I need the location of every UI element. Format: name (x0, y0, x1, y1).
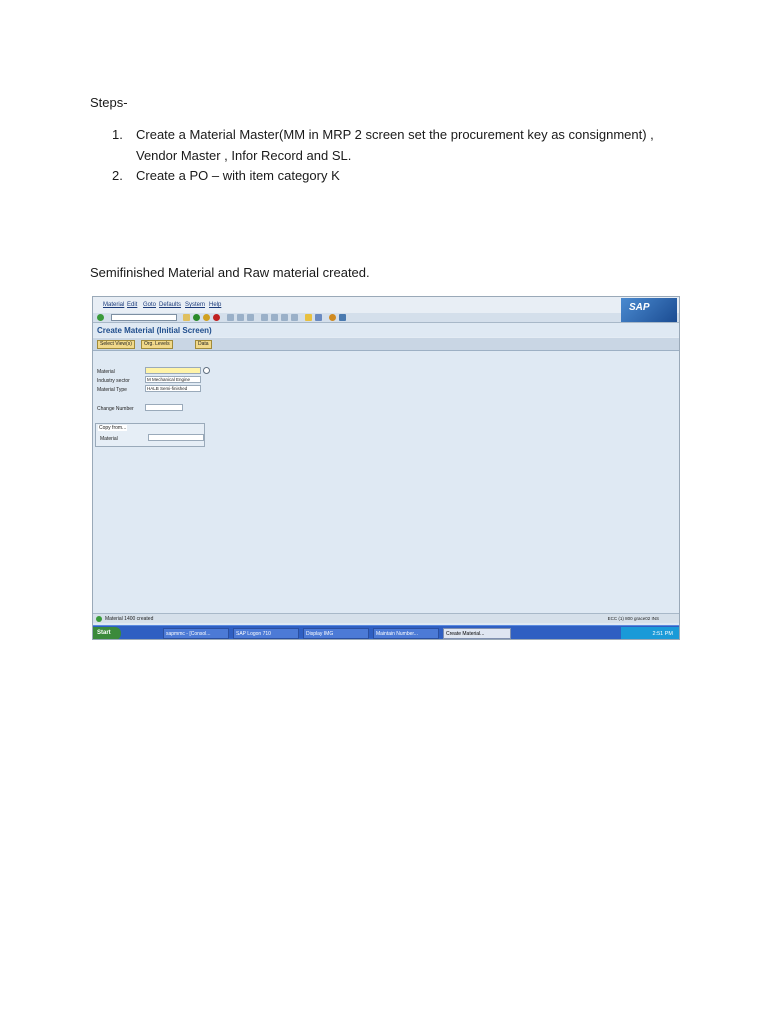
help-icon[interactable] (329, 314, 336, 321)
industry-sector-label: Industry sector (97, 378, 130, 384)
layout-icon[interactable] (339, 314, 346, 321)
screen-title: Create Material (Initial Screen) (97, 326, 212, 335)
copy-material-label: Material (100, 436, 118, 442)
step-text: Create a PO – with item category K (136, 168, 340, 183)
change-number-input[interactable] (145, 404, 183, 411)
success-icon (96, 616, 102, 622)
copy-from-title: Copy from... (99, 425, 127, 431)
cancel-icon[interactable] (213, 314, 220, 321)
industry-sector-select[interactable]: M Mechanical Engine (145, 376, 201, 383)
select-views-button[interactable]: Select View(s) (97, 340, 135, 349)
system-info (608, 616, 659, 621)
menu-defaults[interactable]: Defaults (159, 302, 182, 308)
copy-from-group (95, 423, 205, 447)
sap-logo: SAP (621, 298, 677, 322)
next-page-icon[interactable] (281, 314, 288, 321)
clock: 2:51 PM (652, 631, 673, 637)
menu-system[interactable]: System (185, 302, 206, 308)
print-icon[interactable] (227, 314, 234, 321)
system-tray (621, 627, 679, 640)
save-icon[interactable] (183, 314, 190, 321)
find-icon[interactable] (237, 314, 244, 321)
application-toolbar (93, 337, 679, 351)
menu-goto[interactable]: Goto (143, 302, 157, 308)
shortcut-icon[interactable] (315, 314, 322, 321)
material-label: Material (97, 369, 115, 375)
back-icon[interactable] (193, 314, 200, 321)
menu-edit[interactable]: Edit (127, 302, 138, 308)
task-sap-logon[interactable]: SAP Logon 710 (233, 628, 299, 639)
standard-toolbar (93, 313, 679, 323)
find-next-icon[interactable] (247, 314, 254, 321)
input-mode: INS (651, 616, 659, 621)
steps-heading: Steps- (90, 95, 128, 110)
task-maintain-number[interactable]: Maintain Number... (373, 628, 439, 639)
system-id: ECC (1) 800 (607, 616, 633, 621)
step-number: 2. (112, 168, 123, 183)
task-display-img[interactable]: Display IMG (303, 628, 369, 639)
copy-material-input[interactable] (148, 434, 204, 441)
status-message: Material 1400 created (105, 616, 154, 622)
start-button[interactable]: Start (93, 627, 121, 640)
menu-bar (93, 297, 679, 313)
material-input[interactable] (145, 367, 201, 374)
data-button[interactable]: Data (195, 340, 212, 349)
step-number: 1. (112, 127, 123, 142)
step-text: Create a Material Master(MM in MRP 2 screen set the procurement key as consignment) , (136, 127, 654, 142)
enter-icon[interactable] (97, 314, 104, 321)
prev-page-icon[interactable] (271, 314, 278, 321)
new-session-icon[interactable] (305, 314, 312, 321)
menu-material[interactable]: Material (103, 302, 125, 308)
caption: Semifinished Material and Raw material created. (90, 265, 370, 280)
material-type-select[interactable]: HALB Semi-finished (145, 385, 201, 392)
sap-screenshot (92, 296, 680, 640)
step-text: Vendor Master , Infor Record and SL. (136, 148, 352, 163)
server-name: grace02 (633, 616, 651, 621)
change-number-label: Change Number (97, 406, 134, 412)
exit-icon[interactable] (203, 314, 210, 321)
task-sapmmc[interactable]: sapmmc - [Consol... (163, 628, 229, 639)
material-type-label: Material Type (97, 387, 127, 393)
status-bar (93, 613, 679, 623)
task-create-material[interactable]: Create Material... (443, 628, 511, 639)
menu-help[interactable]: Help (209, 302, 222, 308)
org-levels-button[interactable]: Org. Levels (141, 340, 173, 349)
search-help-icon[interactable] (203, 367, 210, 374)
first-page-icon[interactable] (261, 314, 268, 321)
last-page-icon[interactable] (291, 314, 298, 321)
command-field[interactable] (111, 314, 177, 321)
windows-taskbar (93, 625, 679, 640)
